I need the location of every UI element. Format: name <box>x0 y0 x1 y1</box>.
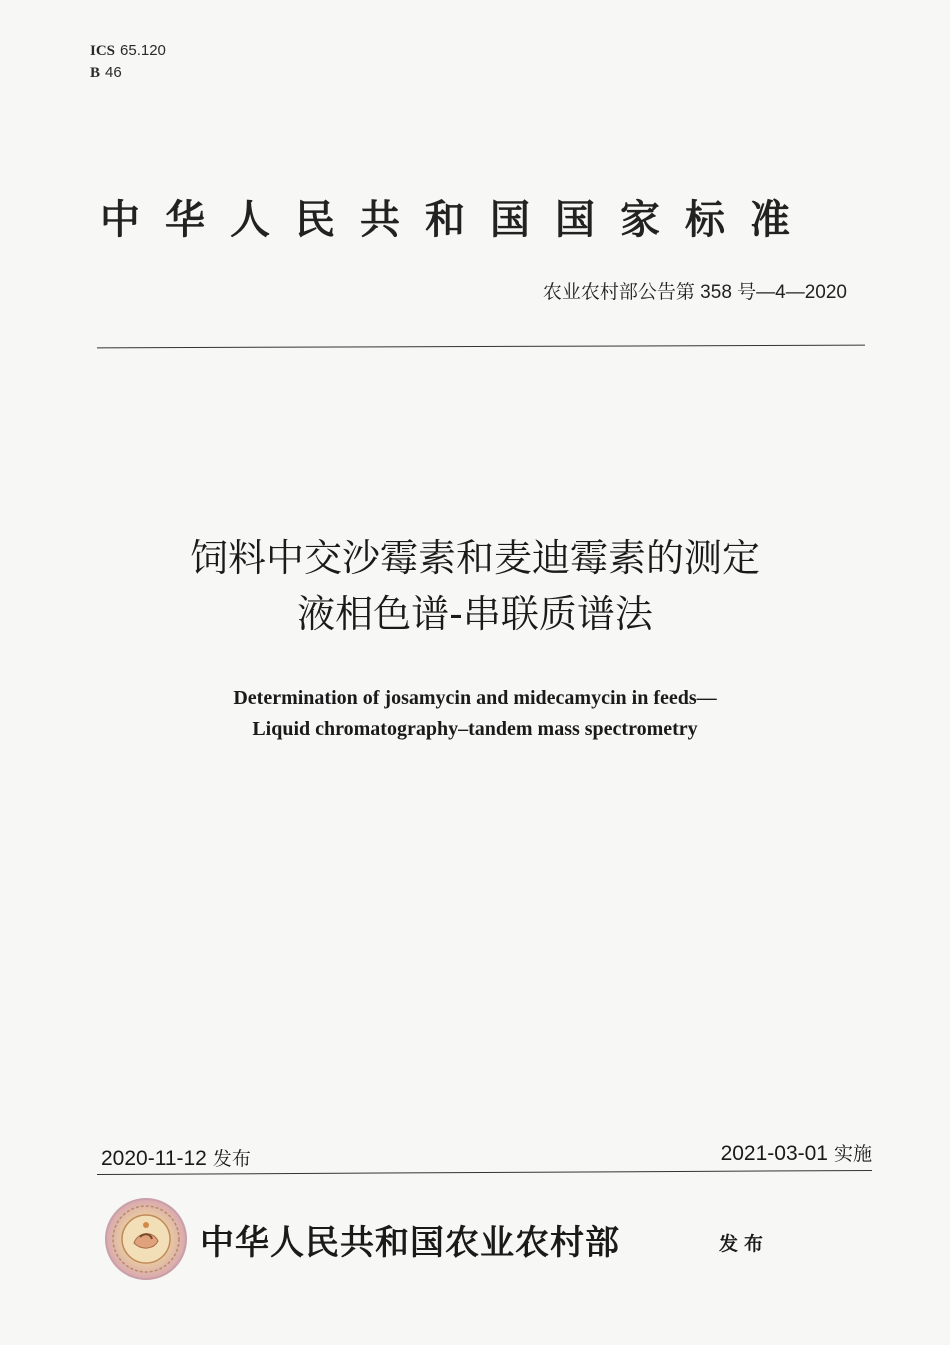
issue-date-value: 2020-11-12 <box>101 1147 207 1170</box>
classification-codes <box>90 40 166 84</box>
ics-value: 65.120 <box>120 42 166 59</box>
ics-code <box>90 40 166 62</box>
english-title-line-2: Liquid chromatography–tandem mass spectrometry <box>252 718 698 740</box>
english-title-line-1: Determination of josamycin and midecamycin in feeds— <box>233 687 717 709</box>
ministry-emblem-icon <box>104 1197 188 1281</box>
issuing-action-label: 发布 <box>719 1233 770 1255</box>
issue-date <box>101 1144 251 1171</box>
ccs-key: B <box>90 65 101 81</box>
effective-date-label: 实施 <box>833 1143 872 1165</box>
national-standard-heading: 中华人民共和国国家标准 <box>100 197 815 243</box>
ccs-code <box>90 62 166 84</box>
effective-date-value: 2021-03-01 <box>720 1142 828 1165</box>
document-number: 农业农村部公告第 358 号—4—2020 <box>542 282 847 303</box>
issuing-authority: 中华人民共和国农业农村部 <box>200 1223 620 1263</box>
header-divider <box>97 345 865 349</box>
effective-date <box>721 1139 872 1166</box>
english-title <box>0 683 950 745</box>
ics-key: ICS <box>90 43 116 59</box>
chinese-title-line-1: 饲料中交沙霉素和麦迪霉素的测定 <box>189 536 760 580</box>
chinese-title-line-2: 液相色谱-串联质谱法 <box>297 592 653 636</box>
issue-date-label: 发布 <box>212 1148 251 1170</box>
chinese-title <box>0 530 950 642</box>
ccs-value: 46 <box>105 64 122 81</box>
